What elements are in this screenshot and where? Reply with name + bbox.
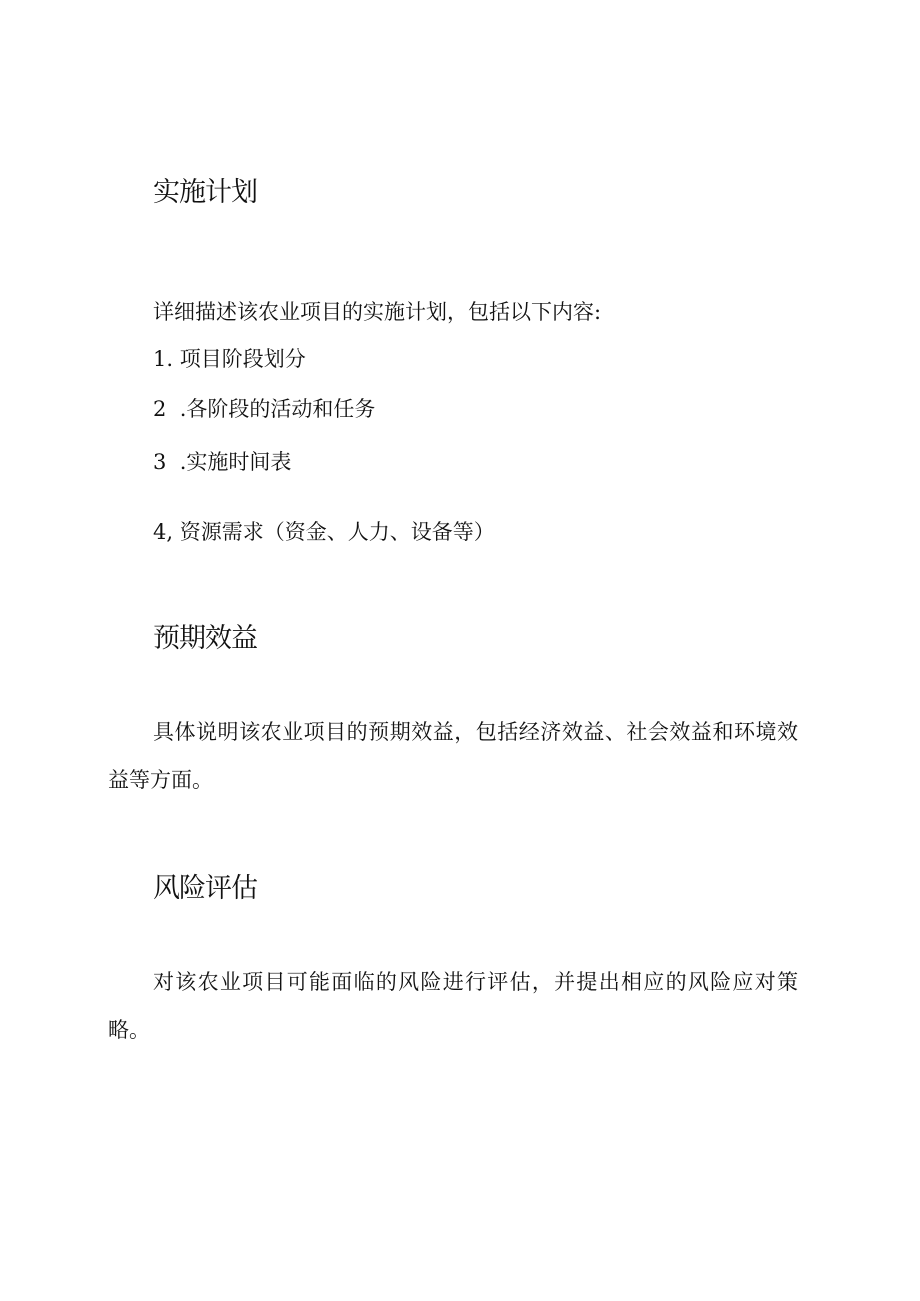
- plan-item-3: 3 .实施时间表: [153, 450, 292, 474]
- plan-item-2: 2 .各阶段的活动和任务: [153, 397, 376, 421]
- heading-risk-assessment: 风险评估: [153, 873, 257, 904]
- benefits-paragraph: 具体说明该农业项目的预期效益，包括经济效益、社会效益和环境效益等方面。: [108, 720, 798, 792]
- risks-paragraph: 对该农业项目可能面临的风险进行评估，并提出相应的风险应对策略。: [108, 970, 798, 1042]
- heading-expected-benefits: 预期效益: [153, 623, 257, 654]
- plan-item-4: 4, 资源需求（资金、人力、设备等）: [153, 520, 495, 544]
- plan-item-1: 1. 项目阶段划分: [153, 347, 306, 371]
- heading-implementation-plan: 实施计划: [153, 177, 257, 208]
- plan-intro: 详细描述该农业项目的实施计划，包括以下内容:: [153, 300, 602, 324]
